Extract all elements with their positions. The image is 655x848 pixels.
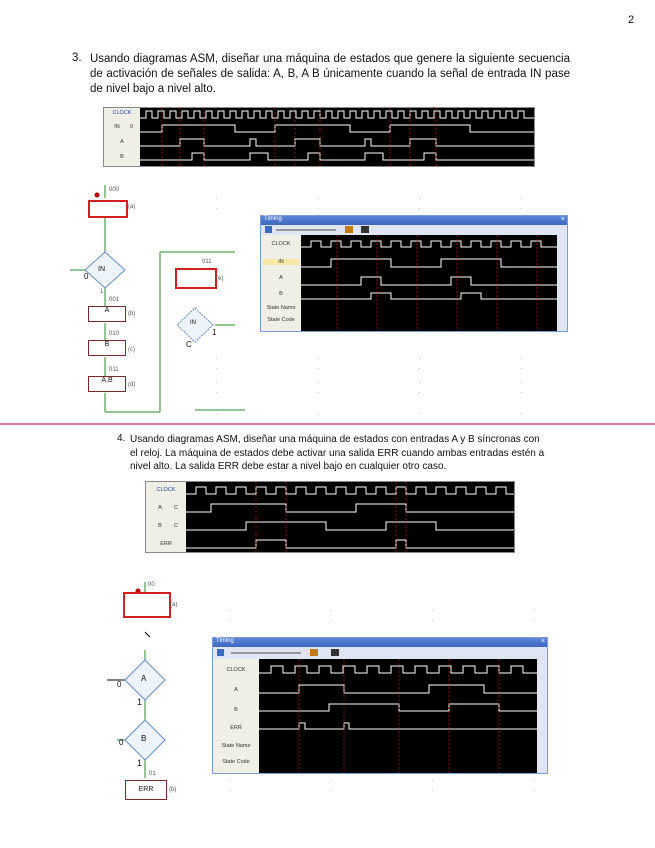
close-icon[interactable]: × — [540, 638, 545, 645]
state-code: 000 — [109, 187, 120, 193]
q3-timing-traces — [301, 235, 557, 331]
state-output: B — [104, 341, 110, 348]
signal-label: CLOCK — [156, 487, 176, 493]
row-label: State Code — [222, 759, 250, 765]
dot-grid: · · · · · · · · — [215, 353, 571, 373]
row-label: State Code — [267, 317, 295, 323]
q4-waveform-traces — [186, 482, 514, 552]
dot-grid: · · · · — [215, 408, 571, 418]
q4-timing-window[interactable] — [212, 637, 548, 774]
branch-label: 0 — [119, 738, 124, 747]
row-label: CLOCK — [226, 667, 246, 673]
row-label: A — [234, 687, 238, 693]
q4-timing-traces — [259, 659, 537, 773]
pause-icon[interactable] — [331, 649, 339, 656]
signal-column — [146, 482, 186, 552]
state-box[interactable] — [88, 376, 126, 392]
signal-column — [104, 108, 140, 166]
row-label: B — [279, 291, 283, 297]
decision-label: IN — [98, 266, 105, 273]
signal-list — [261, 235, 301, 331]
dot-grid: · · · · · · · · — [228, 775, 584, 795]
zoom-icon[interactable] — [265, 226, 272, 233]
signal-value: C — [174, 523, 178, 529]
signal-label: CLOCK — [112, 110, 132, 116]
row-label: B — [234, 707, 238, 713]
close-icon[interactable]: × — [560, 216, 565, 223]
decision-label: IN — [190, 320, 196, 326]
pen-icon[interactable] — [310, 649, 318, 656]
question-4-text: Usando diagramas ASM, diseñar una máquina de estados con entradas A y B síncronas con el reloj. La máquina de estados debe activar una salida ERR cuando ambas entradas estén a nivel alto. La salida ERR debe estar a nivel bajo en cualquier otro caso. — [130, 434, 545, 472]
state-code: 011 — [109, 367, 119, 373]
state-tag: (e) — [216, 276, 224, 282]
state-code: 010 — [109, 331, 120, 337]
pause-icon[interactable] — [361, 226, 369, 233]
signal-label: ERR — [160, 541, 172, 547]
c-label: C — [186, 340, 192, 349]
zoom-icon[interactable] — [217, 649, 224, 656]
state-code: 00 — [148, 582, 155, 588]
state-tag: (c) — [128, 347, 135, 353]
state-box[interactable] — [88, 340, 126, 356]
q3-timing-window[interactable] — [260, 215, 568, 332]
page-number: 2 — [628, 14, 635, 26]
row-label: State Name — [221, 743, 251, 749]
decision-label: B — [141, 734, 147, 743]
dot-grid: · · · · · · · · — [228, 605, 584, 625]
question-3-text: Usando diagramas ASM, diseñar una máquina de estados que genere la siguiente secuencia de activación de señales de salida: A, B, A B únicamente cuando la señal de entrada IN pase de nivel bajo a nivel alto. — [90, 53, 570, 95]
row-label: ERR — [230, 725, 242, 731]
state-box[interactable] — [88, 306, 126, 322]
zoom-slider[interactable] — [231, 652, 301, 654]
state-tag: (b) — [169, 787, 177, 793]
state-box[interactable] — [125, 780, 167, 800]
state-tag: (a) — [170, 602, 178, 608]
dot-grid: · · · · · · · · — [215, 193, 571, 213]
q3-reference-waveform — [103, 107, 535, 167]
decision-label: A — [141, 674, 147, 683]
state-output: A,B — [101, 377, 113, 384]
state-code: 001 — [109, 297, 120, 303]
vertical-scrollbar[interactable] — [537, 659, 547, 773]
row-label: State Name — [266, 305, 296, 311]
signal-label: B — [158, 523, 162, 529]
window-title: Timing — [261, 216, 567, 225]
state-box[interactable] — [88, 200, 128, 218]
vertical-scrollbar[interactable] — [557, 235, 567, 331]
q4-asm-diagram — [95, 580, 205, 805]
signal-list — [213, 659, 259, 773]
dot-grid: · · · · · · · · — [215, 377, 571, 397]
question-3-number: 3. — [72, 52, 82, 64]
branch-label: 0 — [117, 680, 122, 689]
signal-value: C — [174, 505, 178, 511]
state-tag: (b) — [128, 311, 136, 317]
branch-label: 1 — [137, 758, 143, 768]
branch-label: 1 — [137, 697, 143, 707]
state-output: ERR — [138, 786, 154, 793]
row-label: A — [279, 275, 283, 281]
signal-label: A — [158, 505, 162, 511]
state-output: A — [104, 307, 110, 314]
state-tag: (d) — [128, 382, 136, 388]
state-box[interactable] — [175, 268, 217, 289]
state-code: 011 — [202, 259, 212, 265]
q3-waveform-traces — [140, 108, 534, 166]
question-4-number: 4. — [117, 433, 126, 444]
signal-value: 0 — [130, 124, 134, 130]
pen-icon[interactable] — [345, 226, 353, 233]
section-separator — [0, 423, 655, 425]
signal-label: IN — [114, 124, 120, 130]
zoom-slider[interactable] — [276, 229, 336, 231]
signal-label: B — [120, 154, 124, 160]
q4-reference-waveform — [145, 481, 515, 553]
state-box[interactable] — [123, 592, 171, 618]
row-label: IN — [263, 259, 299, 265]
branch-label: 1 — [212, 328, 217, 337]
window-title: Timing — [213, 638, 547, 647]
branch-label: 1 — [100, 289, 104, 295]
signal-label: A — [120, 139, 124, 145]
state-code: 01 — [149, 771, 156, 777]
row-label: CLOCK — [271, 241, 291, 247]
state-tag: (a) — [128, 204, 136, 210]
branch-label: 0 — [84, 272, 89, 281]
